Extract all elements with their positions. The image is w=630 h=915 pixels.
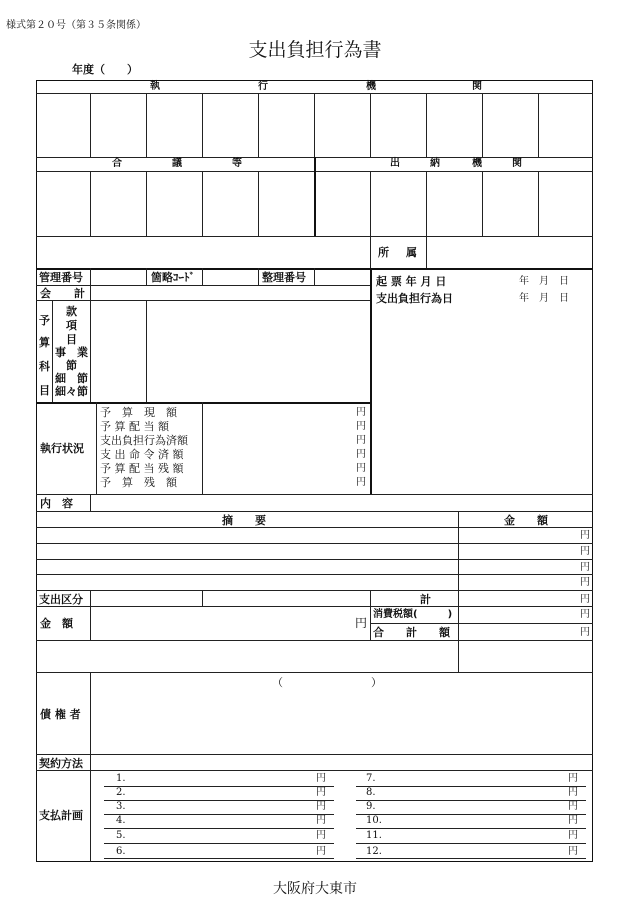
council-label-3: 等: [232, 158, 242, 169]
execution-status-label: 執行状況: [40, 442, 84, 455]
payment-item-8: 8.: [366, 787, 376, 798]
execution-row-2-label: 予 算 配 当 額: [100, 420, 169, 433]
short-code-label: 箇略ｺｰﾄﾞ: [151, 271, 195, 284]
total-label: 合 計 額: [373, 626, 450, 639]
execution-row-3-label: 支出負担行為済額: [100, 434, 188, 447]
executing-body-label-4: 関: [472, 81, 482, 92]
payment-item-5: 5.: [116, 830, 126, 841]
council-label-1: 合: [112, 158, 122, 169]
payment-item-2: 2.: [116, 787, 126, 798]
amount-label: 金 額: [40, 617, 73, 630]
payment-item-5-unit: 円: [316, 830, 326, 841]
payment-item-4: 4.: [116, 815, 126, 826]
summary-row-4-unit: 円: [580, 577, 590, 588]
payment-item-10-unit: 円: [568, 815, 578, 826]
execution-row-3-unit: 円: [356, 435, 366, 446]
payment-item-10: 10.: [366, 815, 382, 826]
reference-no-label: 整理番号: [262, 271, 306, 284]
execution-row-1-label: 予 算 現 額: [100, 406, 177, 419]
budget-item-jigyo: 事 業: [55, 346, 88, 359]
payment-item-12-unit: 円: [568, 846, 578, 857]
payment-item-1: 1.: [116, 773, 126, 784]
treasury-label-3: 機: [472, 158, 482, 169]
execution-row-6-unit: 円: [356, 477, 366, 488]
consumption-tax-label: 消費税額( ): [373, 609, 453, 620]
payment-item-9: 9.: [366, 801, 376, 812]
payment-item-7: 7.: [366, 773, 376, 784]
content-label: 内 容: [40, 497, 73, 510]
payment-item-2-unit: 円: [316, 787, 326, 798]
contract-method-label: 契約方法: [39, 757, 83, 770]
budget-item-saisaisetsu: 細々節: [55, 385, 88, 398]
summary-row-1-unit: 円: [580, 530, 590, 541]
accounting-label-1: 会: [40, 287, 51, 300]
payment-item-9-unit: 円: [568, 801, 578, 812]
treasury-label-1: 出: [390, 158, 400, 169]
consumption-tax-unit: 円: [580, 609, 590, 620]
summary-row-2-unit: 円: [580, 546, 590, 557]
subtotal-label: 計: [420, 593, 431, 606]
budget-item-moku: 目: [66, 333, 77, 346]
council-label-2: 議: [172, 158, 182, 169]
commitment-date-label: 支出負担行為日: [376, 292, 453, 305]
payment-item-1-unit: 円: [316, 773, 326, 784]
affiliation-label-2: 属: [406, 246, 417, 259]
subtotal-unit: 円: [580, 594, 590, 605]
payment-item-7-unit: 円: [568, 773, 578, 784]
page-title: 支出負担行為書: [248, 39, 382, 61]
treasury-label-2: 納: [430, 158, 440, 169]
draft-date-label: 起 票 年 月 日: [376, 275, 447, 288]
payment-item-4-unit: 円: [316, 815, 326, 826]
management-no-label: 管理番号: [39, 271, 83, 284]
budget-item-kou: 項: [66, 319, 77, 332]
treasury-label-4: 関: [512, 158, 522, 169]
amount-unit: 円: [355, 616, 368, 630]
execution-row-2-unit: 円: [356, 421, 366, 432]
payment-item-3-unit: 円: [316, 801, 326, 812]
payment-item-6: 6.: [116, 846, 126, 857]
budget-side-label-3: 科: [39, 360, 50, 373]
budget-item-kan: 款: [66, 305, 77, 318]
payment-plan-label: 支払計画: [39, 809, 83, 822]
execution-row-4-unit: 円: [356, 449, 366, 460]
executing-body-label-1: 執: [150, 81, 160, 92]
amount-header: 金 額: [504, 514, 548, 527]
summary-row-3-unit: 円: [580, 562, 590, 573]
payment-item-3: 3.: [116, 801, 126, 812]
execution-row-1-unit: 円: [356, 407, 366, 418]
execution-row-5-unit: 円: [356, 463, 366, 474]
execution-row-5-label: 予 算 配 当 残 額: [100, 462, 184, 475]
accounting-label-2: 計: [74, 287, 85, 300]
budget-item-saisetsu: 細 節: [55, 372, 88, 385]
payment-item-6-unit: 円: [316, 846, 326, 857]
payment-item-8-unit: 円: [568, 787, 578, 798]
total-unit: 円: [580, 627, 590, 638]
draft-date-value: 年 月 日: [519, 276, 569, 287]
execution-row-6-label: 予 算 残 額: [100, 476, 177, 489]
issuer-footer: 大阪府大東市: [273, 881, 357, 897]
budget-side-label-1: 予: [39, 314, 50, 327]
form-number: 様式第２０号（第３５条関係）: [6, 20, 146, 31]
payment-item-12: 12.: [366, 846, 382, 857]
executing-body-label-3: 機: [366, 81, 376, 92]
budget-side-label-2: 算: [39, 336, 50, 349]
commitment-date-value: 年 月 日: [519, 293, 569, 304]
payment-item-11-unit: 円: [568, 830, 578, 841]
summary-header: 摘 要: [222, 514, 266, 527]
executing-body-label-2: 行: [258, 81, 268, 92]
execution-row-4-label: 支 出 命 令 済 額: [100, 448, 184, 461]
budget-item-setsu: 節: [66, 359, 77, 372]
budget-side-label-4: 目: [39, 384, 50, 397]
creditor-paren: （ ）: [272, 676, 382, 689]
payment-item-11: 11.: [366, 830, 382, 841]
fiscal-year: 年度（ ）: [72, 63, 138, 76]
creditor-label: 債 権 者: [40, 708, 81, 721]
affiliation-label-1: 所: [378, 246, 389, 259]
expenditure-class-label: 支出区分: [39, 593, 83, 606]
